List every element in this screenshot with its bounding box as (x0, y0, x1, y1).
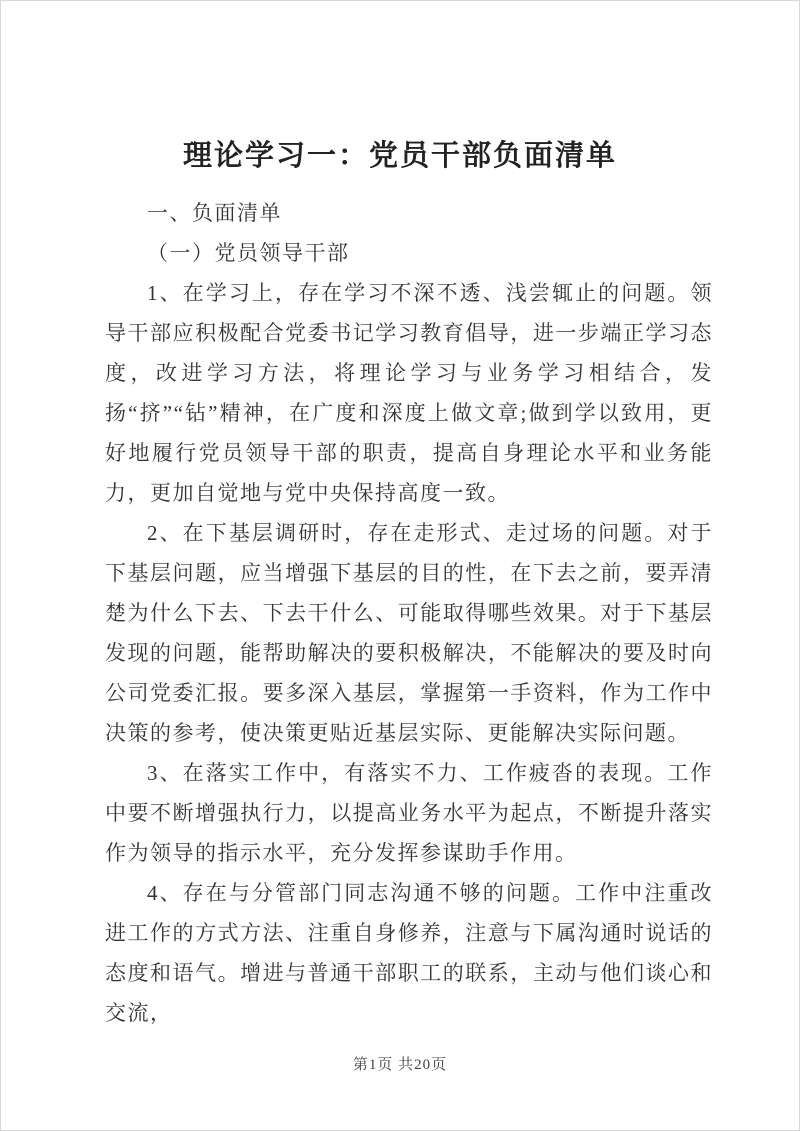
page-number-text: 第1页 共20页 (352, 1057, 448, 1073)
paragraph-item-4: 4、存在与分管部门同志沟通不够的问题。工作中注重改进工作的方式方法、注重自身修养，注意与下属沟通时说话的态度和语气。增进与普通干部职工的联系，主动与他们谈心和交流， (105, 881, 713, 1025)
paragraph-item-2: 2、在下基层调研时，存在走形式、走过场的问题。对于下基层问题，应当增强下基层的目的性，在下去之前，要弄清楚为什么下去、下去干什么、可能取得哪些效果。对于下基层发现的问题，能帮助解决的要积极解决，不能解决的要及时向公司党委汇报。要多深入基层，掌握第一手资料，作为工作中决策的参考，使决策更贴近基层实际、更能解决实际问题。 (105, 521, 713, 745)
document-title: 理论学习一：党员干部负面清单 (182, 140, 617, 172)
section-heading-negative-list: 一、负面清单 (147, 201, 282, 225)
document-body (105, 193, 713, 1033)
paragraph-item-3: 3、在落实工作中，有落实不力、工作疲沓的表现。工作中要不断增强执行力，以提高业务水平为起点，不断提升落实作为领导的指示水平，充分发挥参谋助手作用。 (105, 761, 713, 865)
subsection-heading-party-leading-cadres: （一）党员领导干部 (147, 241, 350, 265)
paragraph-item-1: 1、在学习上，存在学习不深不透、浅尝辄止的问题。领导干部应积极配合党委书记学习教育倡导，进一步端正学习态度，改进学习方法，将理论学习与业务学习相结合，发扬“挤”“钻”精神，在广度和深度上做文章;做到学以致用，更好地履行党员领导干部的职责，提高自身理论水平和业务能力，更加自觉地与党中央保持高度一致。 (105, 281, 713, 505)
page-footer (1, 1053, 799, 1074)
